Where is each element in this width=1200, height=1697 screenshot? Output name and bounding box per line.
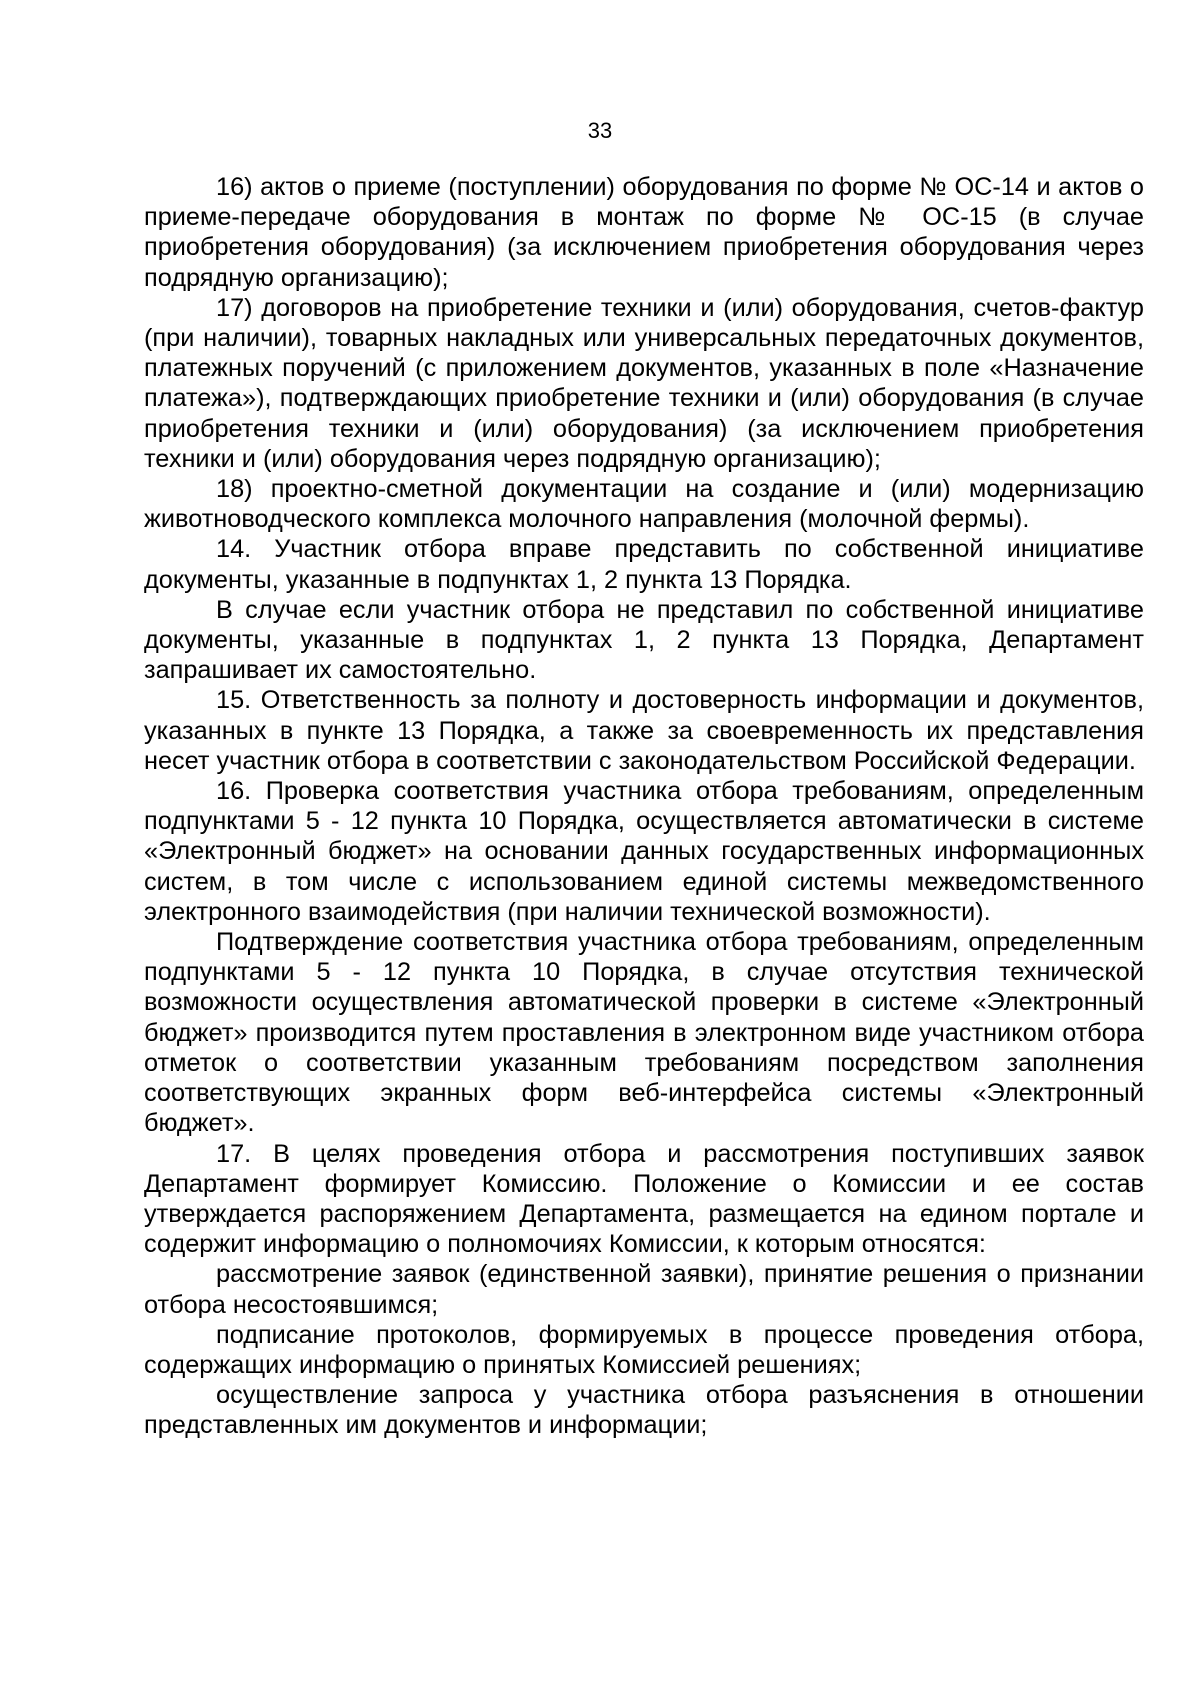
- page-number: 33: [587, 118, 613, 143]
- paragraph-item-18: 18) проектно-сметной документации на создание и (или) модернизацию животноводческого комплекса молочного направления (молочной фермы).: [144, 475, 1144, 534]
- paragraph-clause-15: 15. Ответственность за полноту и достоверность информации и документов, указанных в пункте 13 Порядка, а также за своевременность их представления несет участник отбора в соответствии с законодательством Российской Федерации.: [144, 686, 1144, 775]
- paragraph-commission-power-2: подписание протоколов, формируемых в процессе проведения отбора, содержащих информацию о принятых Комиссией решениях;: [144, 1320, 1144, 1379]
- paragraph-commission-power-3: осуществление запроса у участника отбора разъяснения в отношении представленных им документов и информации;: [144, 1381, 1144, 1440]
- paragraph-item-16: 16) актов о приеме (поступлении) оборудования по форме № ОС-14 и актов о приеме-передаче оборудования в монтаж по форме № ОС-15 (в случае приобретения оборудования) (за исключением приобретения оборудования через подрядную организацию);: [144, 173, 1144, 292]
- paragraph-item-17: 17) договоров на приобретение техники и (или) оборудования, счетов-фактур (при наличии), товарных накладных или универсальных передаточных документов, платежных поручений (с приложением документов, указанных в поле «Назначение платежа»), подтверждающих приобретение техники и (или) оборудования (в случае приобретения техники и (или) оборудования) (за исключением приобретения техники и (или) оборудования через подрядную организацию);: [144, 293, 1144, 473]
- paragraph-clause-17: 17. В целях проведения отбора и рассмотрения поступивших заявок Департамент формирует Комиссию. Положение о Комиссии и ее состав утверждается распоряжением Департамента, размещается на едином портале и содержит информацию о полномочиях Комиссии, к которым относятся:: [144, 1139, 1144, 1259]
- paragraph-clause-16-continuation: Подтверждение соответствия участника отбора требованиям, определенным подпунктами 5 - 12 пункта 10 Порядка, в случае отсутствия технической возможности осуществления автоматической проверки в системе «Электронный бюджет» производится путем проставления в электронном виде участником отбора отметок о соответствии указанным требованиям посредством заполнения соответствующих экранных форм веб-интерфейса системы «Электронный бюджет».: [144, 928, 1144, 1138]
- paragraph-commission-power-1: рассмотрение заявок (единственной заявки), принятие решения о признании отбора несостоявшимся;: [144, 1260, 1144, 1319]
- paragraph-clause-14: 14. Участник отбора вправе представить по собственной инициативе документы, указанные в подпунктах 1, 2 пункта 13 Порядка.: [144, 535, 1144, 594]
- document-body: [144, 172, 1144, 1441]
- paragraph-clause-16: 16. Проверка соответствия участника отбора требованиям, определенным подпунктами 5 - 12 пункта 10 Порядка, осуществляется автоматически в системе «Электронный бюджет» на основании данных государственных информационных систем, в том числе с использованием единой системы межведомственного электронного взаимодействия (при наличии технической возможности).: [144, 777, 1144, 926]
- paragraph-clause-14-continuation: В случае если участник отбора не представил по собственной инициативе документы, указанные в подпунктах 1, 2 пункта 13 Порядка, Департамент запрашивает их самостоятельно.: [144, 595, 1144, 685]
